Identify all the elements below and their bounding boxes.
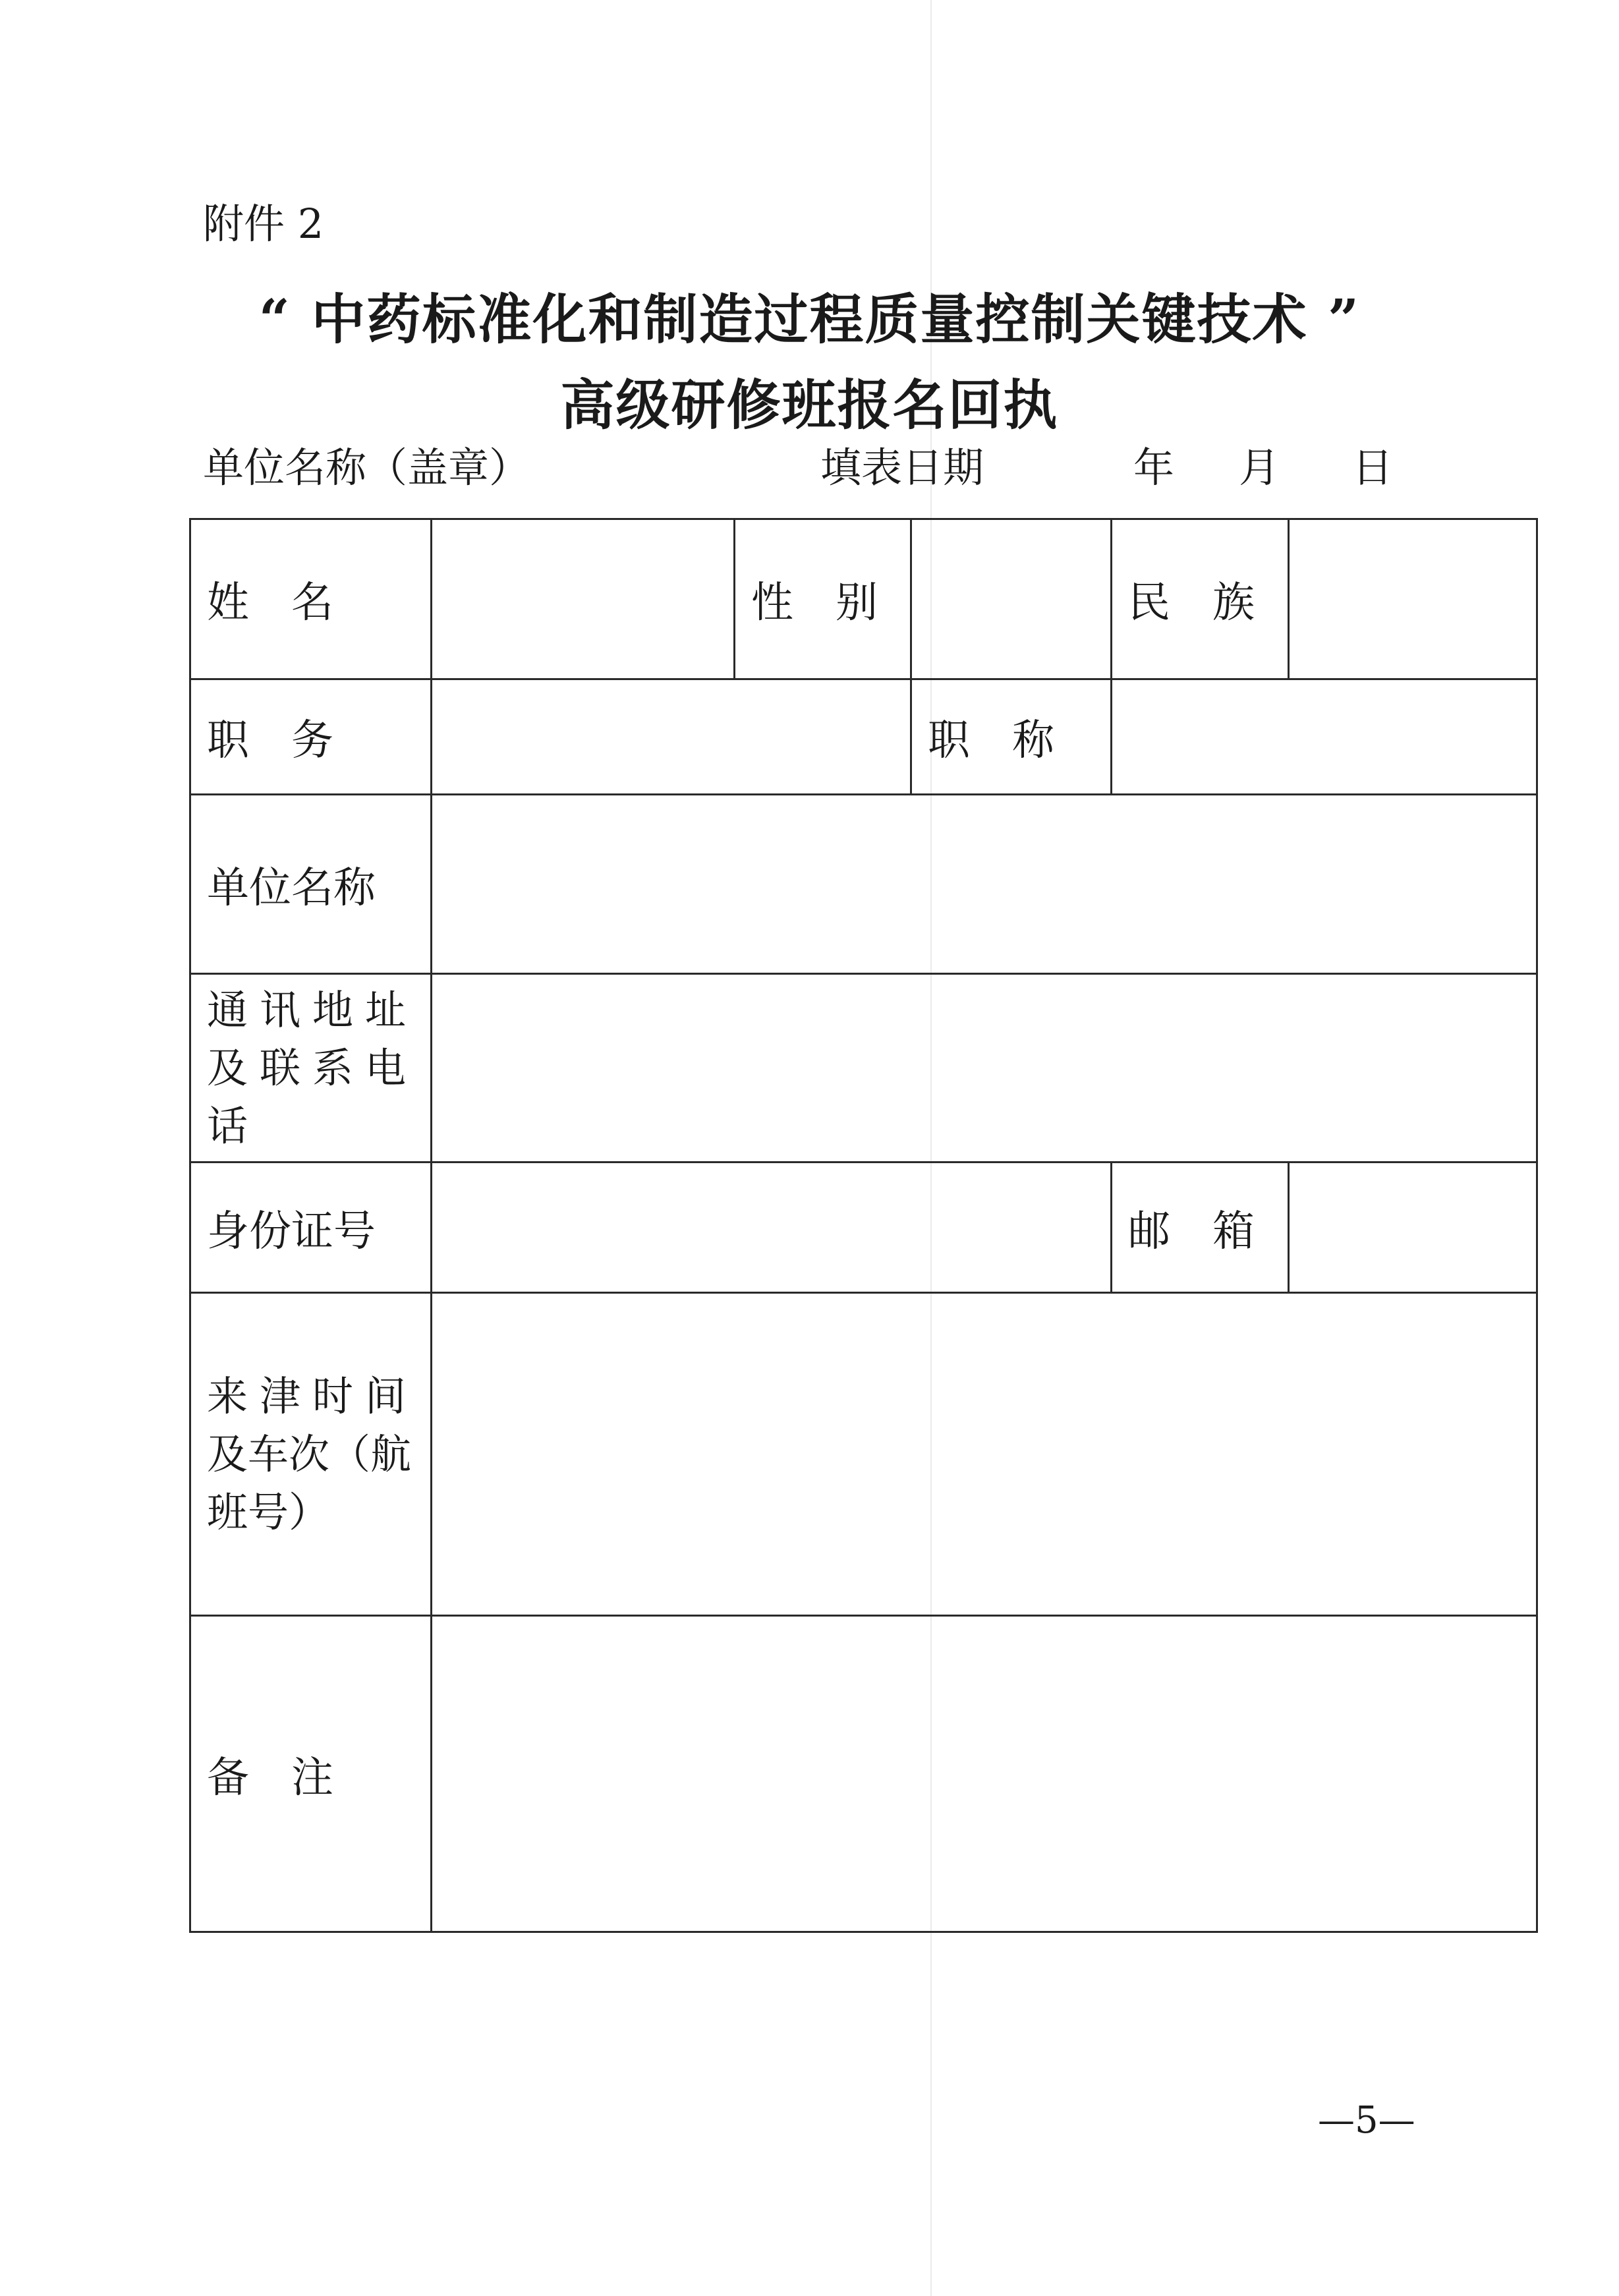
form-row-position bbox=[190, 679, 1537, 795]
email-label: 邮 箱 bbox=[1112, 1162, 1289, 1293]
form-row-unit bbox=[190, 795, 1537, 974]
unit-name-field[interactable] bbox=[432, 795, 1537, 974]
title-label: 职 称 bbox=[911, 679, 1112, 795]
position-label: 职 务 bbox=[190, 679, 432, 795]
arrival-field[interactable] bbox=[432, 1293, 1537, 1616]
address-phone-label-line2: 及联系电 bbox=[207, 1043, 418, 1092]
arrival-label-line2: 及车次（航 bbox=[207, 1429, 412, 1478]
day-label: 日 bbox=[1352, 444, 1394, 492]
form-row-address bbox=[190, 974, 1537, 1162]
form-row-basic bbox=[190, 519, 1537, 679]
unit-name-label: 单位名称 bbox=[190, 795, 432, 974]
address-phone-label bbox=[190, 974, 432, 1162]
address-phone-label-line3: 话 bbox=[207, 1101, 260, 1150]
attachment-label: 附件 2 bbox=[203, 200, 324, 248]
ethnicity-field[interactable] bbox=[1289, 519, 1537, 679]
name-field[interactable] bbox=[432, 519, 735, 679]
gender-label: 性 别 bbox=[735, 519, 911, 679]
form-row-id bbox=[190, 1162, 1537, 1293]
id-number-label: 身份证号 bbox=[190, 1162, 432, 1293]
document-title-line1: “ 中药标准化和制造过程质量控制关键技术 ” bbox=[258, 288, 1361, 351]
position-field[interactable] bbox=[432, 679, 911, 795]
form-row-arrival bbox=[190, 1293, 1537, 1616]
arrival-label-line3: 班号） bbox=[207, 1487, 330, 1536]
month-label: 月 bbox=[1239, 444, 1280, 492]
unit-seal-label: 单位名称（盖章） bbox=[203, 444, 530, 492]
address-phone-label-line1: 通讯地址 bbox=[207, 985, 418, 1034]
arrival-label-line1: 来津时间 bbox=[207, 1371, 418, 1420]
form-row-remarks bbox=[190, 1616, 1537, 1932]
registration-form-table bbox=[189, 518, 1538, 1933]
ethnicity-label: 民 族 bbox=[1112, 519, 1289, 679]
address-phone-field[interactable] bbox=[432, 974, 1537, 1162]
document-title-line2: 高级研修班报名回执 bbox=[560, 374, 1059, 437]
gender-field[interactable] bbox=[911, 519, 1112, 679]
remarks-label: 备 注 bbox=[190, 1616, 432, 1932]
page-number: —5— bbox=[1318, 2099, 1415, 2142]
id-number-field[interactable] bbox=[432, 1162, 1112, 1293]
fill-date-label: 填表日期 bbox=[820, 444, 984, 492]
year-label: 年 bbox=[1133, 444, 1175, 492]
name-label: 姓 名 bbox=[190, 519, 432, 679]
email-field[interactable] bbox=[1289, 1162, 1537, 1293]
arrival-label bbox=[190, 1293, 432, 1616]
title-field[interactable] bbox=[1112, 679, 1537, 795]
remarks-field[interactable] bbox=[432, 1616, 1537, 1932]
